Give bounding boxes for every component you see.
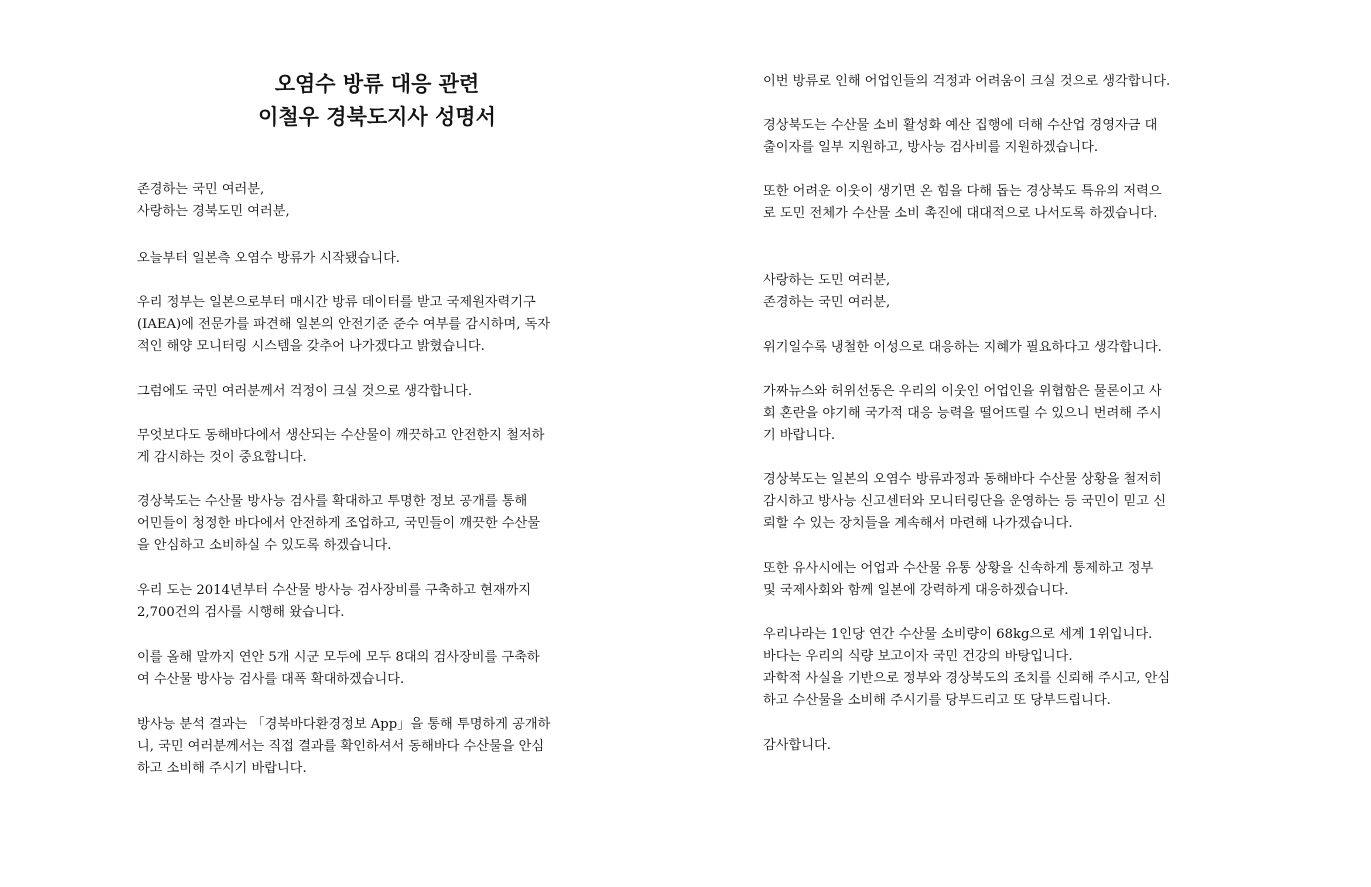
paragraph xyxy=(763,469,1247,535)
paragraph xyxy=(763,381,1247,447)
text-line: 게 감시하는 것이 중요합니다. xyxy=(137,450,307,465)
text-line: 감시하고 방사능 신고센터와 모니터링단을 운영하는 등 국민이 믿고 신 xyxy=(763,494,1166,509)
text-line: 이를 올해 말까지 연안 5개 시군 모두에 모두 8대의 검사장비를 구축하 xyxy=(137,650,540,665)
text-line: 여 수산물 방사능 검사를 대폭 확대하겠습니다. xyxy=(137,672,405,687)
text-line: 기 바랍니다. xyxy=(763,428,836,443)
paragraph xyxy=(763,71,1247,93)
text-line: 무엇보다도 동해바다에서 생산되는 수산물이 깨끗하고 안전한지 철저하 xyxy=(137,428,545,443)
text-line: 바다는 우리의 식량 보고이자 국민 건강의 바탕입니다. xyxy=(763,649,1073,664)
title-line-1: 오염수 방류 대응 관련 xyxy=(274,72,480,96)
title-line-2: 이철우 경북도지사 성명서 xyxy=(258,105,496,129)
text-line: 하고 소비해 주시기 바랍니다. xyxy=(137,761,307,776)
text-line: 과학적 사실을 기반으로 정부와 경상북도의 조치를 신뢰해 주시고, 안심 xyxy=(763,671,1171,686)
text-line: 회 혼란을 야기해 국가적 대응 능력을 떨어뜨릴 수 있으니 번려해 주시 xyxy=(763,406,1162,421)
paragraph xyxy=(763,624,1247,712)
text-line: 존경하는 국민 여러분, xyxy=(763,295,891,310)
text-line: (IAEA)에 전문가를 파견해 일본의 안전기준 준수 여부를 감시하며, 독자 xyxy=(137,317,551,332)
text-line: 우리 도는 2014년부터 수산물 방사능 검사장비를 구축하고 현재까지 xyxy=(137,583,532,598)
paragraph xyxy=(137,491,617,557)
text-line: 어민들이 청정한 바다에서 안전하게 조업하고, 국민들이 깨끗한 수산물 xyxy=(137,516,540,531)
text-line: 및 국제사회와 함께 일본에 강력하게 대응하겠습니다. xyxy=(763,583,1069,598)
greeting-paragraph xyxy=(137,179,617,223)
text-line: 우리나라는 1인당 연간 수산물 소비량이 68kg으로 세계 1위입니다. xyxy=(763,627,1153,642)
text-line: 출이자를 일부 지원하고, 방사능 검사비를 지원하겠습니다. xyxy=(763,140,1099,155)
text-line: 경상북도는 수산물 방사능 검사를 확대하고 투명한 정보 공개를 통해 xyxy=(137,494,528,509)
text-line: 사랑하는 경북도민 여러분, xyxy=(137,204,290,219)
closing-paragraph xyxy=(763,735,1247,757)
paragraph xyxy=(763,337,1247,359)
paragraph xyxy=(763,181,1247,225)
paragraph xyxy=(137,248,617,270)
text-line: 을 안심하고 소비하실 수 있도록 하겠습니다. xyxy=(137,538,392,553)
paragraph xyxy=(137,714,617,780)
text-line: 적인 해양 모니터링 시스템을 갖추어 나가겠다고 밝혔습니다. xyxy=(137,339,485,354)
text-line: 위기일수록 냉철한 이성으로 대응하는 지혜가 필요하다고 생각합니다. xyxy=(763,340,1162,355)
paragraph xyxy=(137,580,617,624)
greeting-paragraph xyxy=(763,270,1247,314)
text-line: 가짜뉴스와 허위선동은 우리의 이웃인 어업인을 위협함은 물론이고 사 xyxy=(763,384,1162,399)
text-line: 2,700건의 검사를 시행해 왔습니다. xyxy=(137,605,345,620)
text-line: 하고 수산물을 소비해 주시기를 당부드리고 또 당부드립니다. xyxy=(763,693,1111,708)
text-line: 또한 어려운 이웃이 생기면 온 힘을 다해 돕는 경상북도 특유의 저력으 xyxy=(763,184,1162,199)
text-line: 오늘부터 일본측 오염수 방류가 시작됐습니다. xyxy=(137,251,401,266)
paragraph xyxy=(137,381,617,403)
paragraph xyxy=(137,647,617,691)
paragraph xyxy=(763,558,1247,602)
paragraph xyxy=(137,425,617,469)
text-line: 존경하는 국민 여러분, xyxy=(137,182,265,197)
text-line: 경상북도는 수산물 소비 활성화 예산 집행에 더해 수산업 경영자금 대 xyxy=(763,118,1158,133)
text-line: 로 도민 전체가 수산물 소비 촉진에 대대적으로 나서도록 하겠습니다. xyxy=(763,206,1158,221)
paragraph xyxy=(137,292,617,358)
text-line: 뢰할 수 있는 장치들을 계속해서 마련해 나가겠습니다. xyxy=(763,516,1073,531)
text-line: 감사합니다. xyxy=(763,738,831,753)
text-line: 경상북도는 일본의 오염수 방류과정과 동해바다 수산물 상황을 철저히 xyxy=(763,472,1162,487)
text-line: 또한 유사시에는 어업과 수산물 유통 상황을 신속하게 통제하고 정부 xyxy=(763,561,1154,576)
text-line: 그럼에도 국민 여러분께서 걱정이 크실 것으로 생각합니다. xyxy=(137,384,473,399)
text-line: 사랑하는 도민 여러분, xyxy=(763,273,891,288)
text-line: 이번 방류로 인해 어업인들의 걱정과 어려움이 크실 것으로 생각합니다. xyxy=(763,74,1171,89)
text-line: 우리 정부는 일본으로부터 매시간 방류 데이터를 받고 국제원자력기구 xyxy=(137,295,536,310)
text-line: 방사능 분석 결과는 「경북바다환경정보 App」을 통해 투명하게 공개하 xyxy=(137,717,551,732)
text-line: 니, 국민 여러분께서는 직접 결과를 확인하셔서 동해바다 수산물을 안심 xyxy=(137,739,545,754)
paragraph xyxy=(763,115,1247,159)
